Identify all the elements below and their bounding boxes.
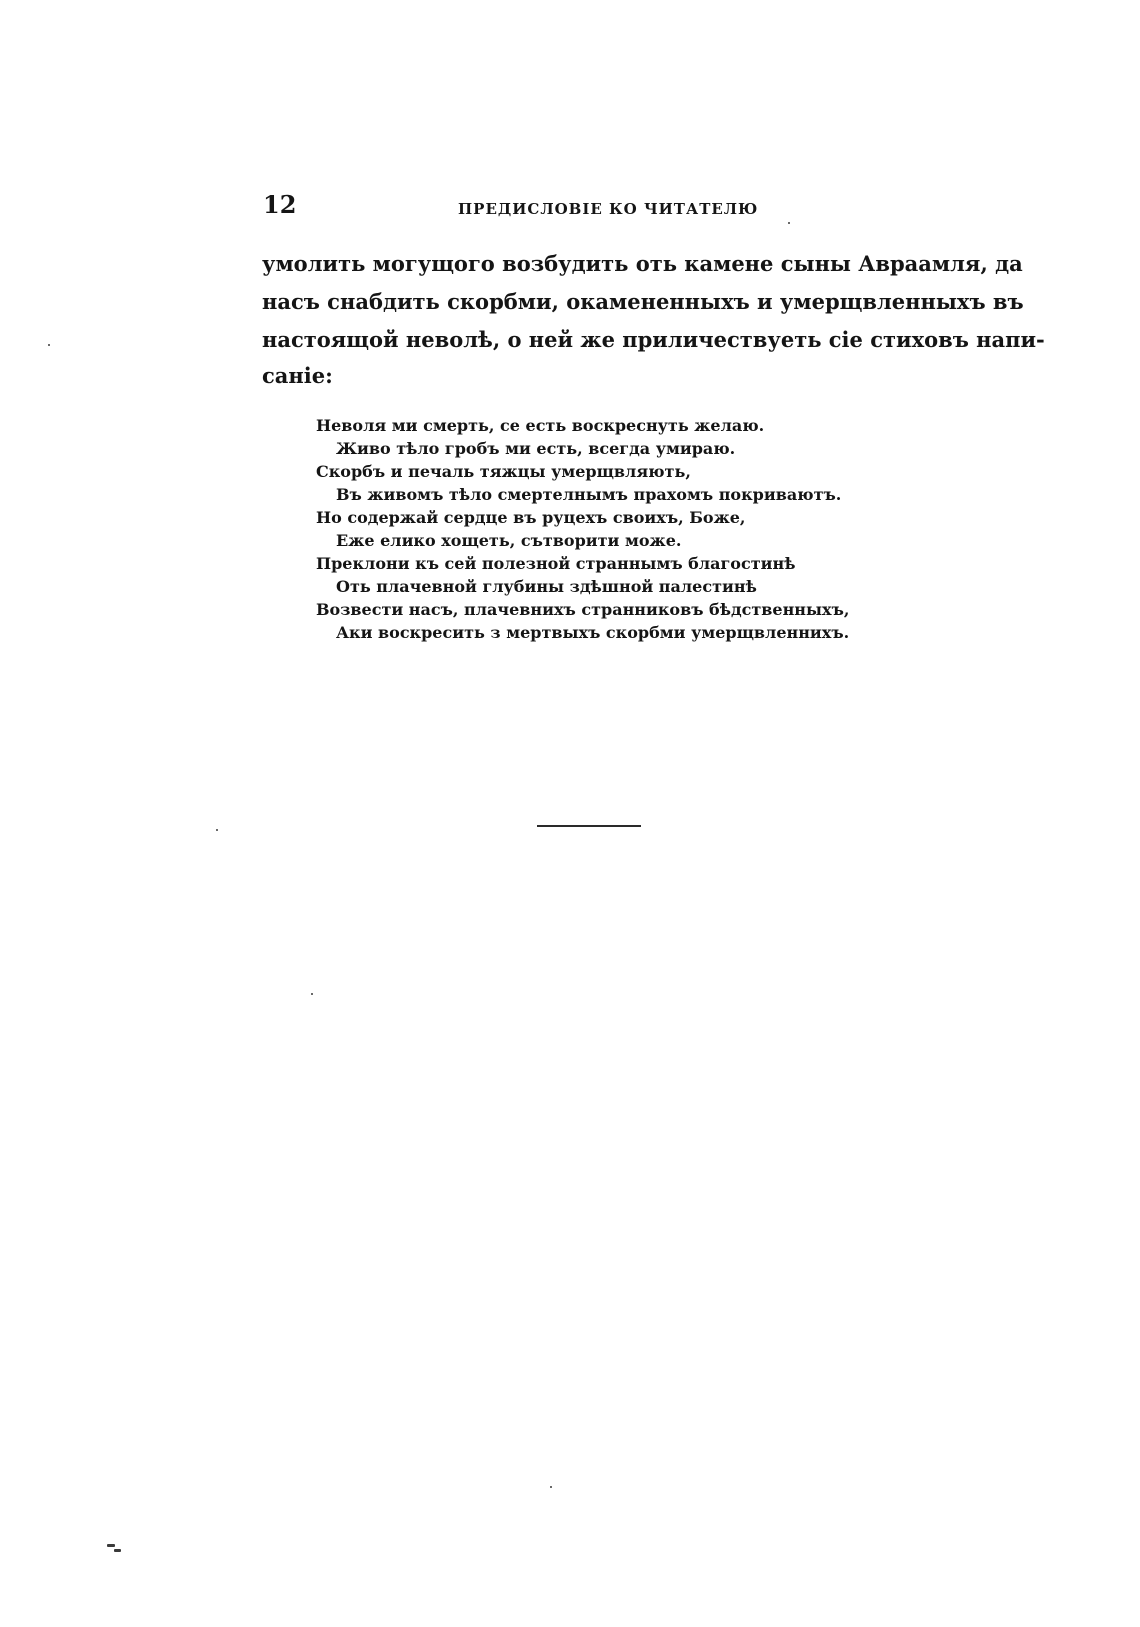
verse-line: Еже елико хощеть, сътворити може. [336,531,682,550]
body-line: настоящой неволѣ, о ней же приличествуеть сіе стиховъ напи- [262,327,1045,352]
verse-line: Аки воскресить з мертвыхъ скорбми умерщвленнихъ. [336,623,850,642]
verse-line: Преклони къ сей полезной страннымъ благостинѣ [316,554,796,573]
scan-speck [114,1549,121,1552]
scan-speck [550,1486,552,1488]
verse-line: Но содержай сердце въ руцехъ своихъ, Боже, [316,508,746,527]
body-line: насъ снабдить скорбми, окамененныхъ и умерщвленныхъ въ [262,289,1024,314]
scan-speck [788,222,790,224]
body-line: умолить могущого возбудить оть камене сыны Авраамля, да [262,251,1023,276]
end-rule [537,825,641,827]
scan-speck [216,829,218,831]
scan-speck [107,1544,115,1547]
verse-line: Живо тѣло гробъ ми есть, всегда умираю. [336,439,736,458]
page-number: 12 [263,190,297,219]
verse-line: Неволя ми смерть, се есть воскреснуть желаю. [316,416,765,435]
verse-line: Въ живомъ тѣло смертелнымъ прахомъ покриваютъ. [336,485,842,504]
verse-line: Скорбъ и печаль тяжцы умерщвляють, [316,462,691,481]
scan-speck [311,993,313,995]
verse-line: Возвести насъ, плачевнихъ странниковъ бѣдственныхъ, [316,600,850,619]
scan-speck [48,344,50,346]
verse-line: Оть плачевной глубины здѣшной палестинѣ [336,577,757,596]
body-line: саніе: [262,363,333,388]
running-head: ПРЕДИСЛОВІЕ КО ЧИТАТЕЛЮ [458,200,759,218]
